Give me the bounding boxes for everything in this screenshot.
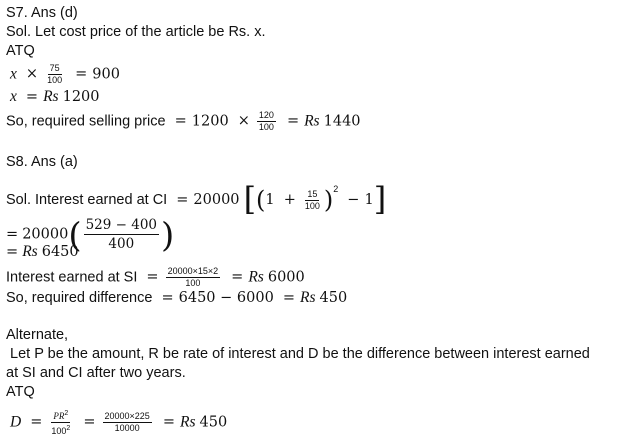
alternate-atq: ATQ xyxy=(6,384,35,400)
alternate-line-2: at SI and CI after two years. xyxy=(6,365,186,381)
fraction: $\frac{15}{100}$ xyxy=(304,188,320,211)
s7-solution-text: Sol. Let cost price of the article be Rs. x. xyxy=(6,24,266,40)
fraction: $\frac{120}{100}$ xyxy=(258,110,274,132)
s8-difference: So, required difference = 6450 − 6000 = Rs 450 xyxy=(6,289,348,306)
s7-heading: S7. Ans (d) xyxy=(6,5,78,21)
fraction: $\frac{529 - 400}{400}$ xyxy=(85,217,158,252)
fraction: $\frac{20000\times 225}{10000}$ xyxy=(104,411,150,433)
fraction: $\frac{75}{100}$ xyxy=(47,63,63,85)
alternate-equation: D = $\frac{PR^2}{100^2}$ = $\frac{20000\times 225}{10000}$ = Rs 450 xyxy=(10,410,228,436)
alternate-line-1: Let P be the amount, R be rate of interest and D be the difference between interest earned xyxy=(6,346,590,362)
s7-equation-1: x × $\frac{75}{100}$ = 900 xyxy=(10,63,120,85)
s7-equation-3: So, required selling price = 1200 × $\frac{120}{100}$ = Rs 1440 xyxy=(6,110,361,132)
fraction: $\frac{PR^2}{100^2}$ xyxy=(51,410,71,436)
fraction: $\frac{20000\times 15\times 2}{100}$ xyxy=(167,266,219,288)
alternate-heading: Alternate, xyxy=(6,327,69,343)
s8-si-equation: Interest earned at SI = $\frac{20000\times 15\times 2}{100}$ = Rs 6000 xyxy=(6,266,305,288)
s8-step-2: = 20000( $\frac{529 - 400}{400}$ ) xyxy=(6,215,175,256)
s7-atq: ATQ xyxy=(6,43,35,59)
s8-step-3: = Rs 6450 xyxy=(6,243,79,260)
s8-heading: S8. Ans (a) xyxy=(6,154,78,170)
s8-ci-equation: Sol. Interest earned at CI = 20000 [(1 + $\frac{15}{100}$ )$^2$ − 1] xyxy=(6,180,387,218)
s7-equation-2: x = Rs 1200 xyxy=(10,88,100,105)
